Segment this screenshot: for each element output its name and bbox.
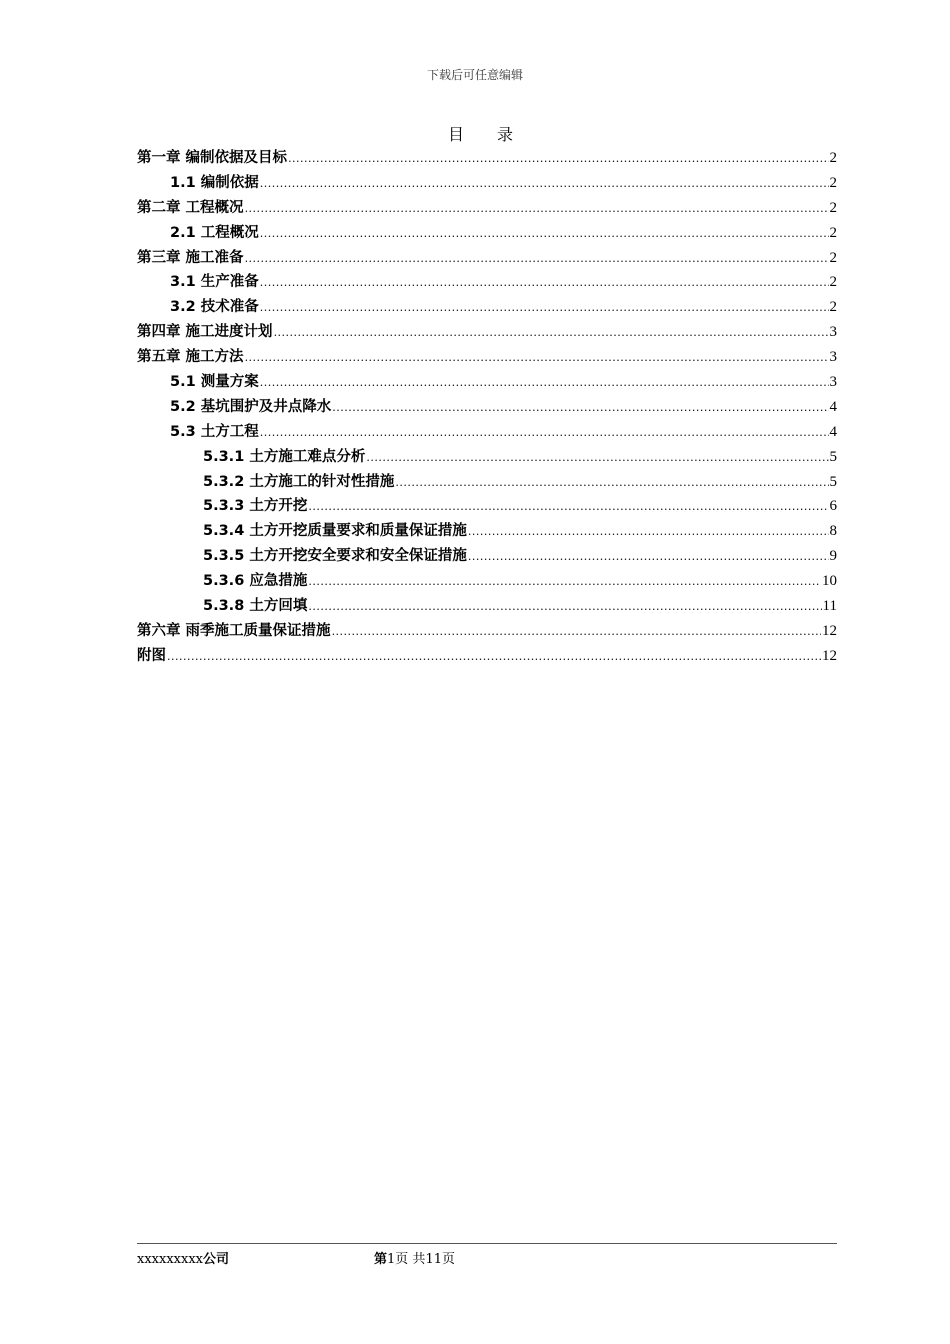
toc-entry[interactable]	[137, 221, 837, 246]
toc-entry-label: 第六章 雨季施工质量保证措施	[137, 622, 331, 639]
toc-entry-label: 5.3.4 土方开挖质量要求和质量保证措施	[203, 523, 467, 540]
toc-entry[interactable]	[137, 569, 837, 594]
toc-entry-label: 5.3 土方工程	[170, 423, 259, 440]
toc-entry-page: 2	[829, 274, 837, 291]
footer-divider	[137, 1243, 837, 1244]
footer-page-prefix: 第	[374, 1252, 388, 1267]
toc-dot-leader	[395, 471, 828, 496]
table-of-contents	[137, 146, 837, 669]
toc-entry[interactable]	[137, 395, 837, 420]
toc-entry-page: 2	[829, 249, 837, 266]
toc-entry-label: 第二章 工程概况	[137, 199, 244, 216]
toc-entry-page: 3	[829, 374, 837, 391]
footer-page-mid: 页 共	[395, 1252, 426, 1267]
toc-entry[interactable]	[137, 370, 837, 395]
toc-dot-leader	[468, 520, 829, 545]
toc-entry-page: 9	[829, 548, 837, 565]
footer-page-current: 1	[387, 1252, 396, 1267]
toc-entry-page: 3	[829, 349, 837, 366]
page-header-note: 下载后可任意编辑	[426, 68, 523, 82]
toc-entry[interactable]	[137, 420, 837, 445]
toc-dot-leader	[332, 620, 821, 645]
toc-dot-leader	[260, 421, 829, 446]
toc-entry-label: 3.1 生产准备	[170, 274, 259, 291]
toc-entry-page: 2	[829, 174, 837, 191]
toc-entry-page: 11	[822, 598, 837, 615]
toc-entry-label: 5.3.1 土方施工难点分析	[203, 448, 366, 465]
toc-dot-leader	[260, 371, 829, 396]
toc-entry-label: 第五章 施工方法	[137, 349, 244, 366]
toc-entry-label: 第一章 编制依据及目标	[137, 150, 288, 166]
toc-dot-leader	[245, 247, 829, 272]
toc-entry[interactable]	[137, 270, 837, 295]
footer-company-placeholder: xxxxxxxxx	[137, 1252, 203, 1267]
toc-entry-label: 3.2 技术准备	[170, 299, 259, 316]
toc-title: 目 录	[447, 125, 528, 144]
toc-entry[interactable]	[137, 644, 837, 669]
toc-entry-page: 2	[829, 199, 837, 216]
toc-entry-page: 2	[829, 299, 837, 316]
toc-dot-leader	[366, 446, 828, 471]
toc-dot-leader	[274, 321, 829, 346]
toc-entry-label: 5.1 测量方案	[170, 374, 259, 391]
toc-dot-leader	[260, 271, 829, 296]
footer-page-number	[374, 1248, 455, 1267]
toc-entry[interactable]	[137, 494, 837, 519]
toc-entry[interactable]	[137, 196, 837, 221]
footer-page-total: 11	[425, 1252, 442, 1267]
toc-entry[interactable]	[137, 146, 837, 171]
toc-entry-label: 5.2 基坑围护及井点降水	[170, 398, 332, 415]
toc-entry[interactable]	[137, 544, 837, 569]
toc-dot-leader	[288, 147, 828, 172]
toc-dot-leader	[468, 545, 829, 570]
toc-entry-page: 3	[829, 324, 837, 341]
toc-entry-label: 5.3.5 土方开挖安全要求和安全保证措施	[203, 548, 467, 565]
toc-entry[interactable]	[137, 320, 837, 345]
toc-dot-leader	[332, 396, 828, 421]
toc-entry[interactable]	[137, 445, 837, 470]
toc-entry-label: 5.3.3 土方开挖	[203, 498, 308, 515]
toc-entry[interactable]	[137, 519, 837, 544]
toc-entry[interactable]	[137, 619, 837, 644]
toc-entry-label: 2.1 工程概况	[170, 224, 259, 241]
toc-entry-label: 1.1 编制依据	[170, 174, 259, 191]
toc-entry-page: 5	[829, 473, 837, 490]
toc-entry-label: 5.3.8 土方回填	[203, 598, 308, 615]
toc-entry-label: 5.3.6 应急措施	[203, 573, 308, 590]
toc-entry-page: 2	[829, 224, 837, 241]
toc-entry[interactable]	[137, 594, 837, 619]
toc-entry-label: 第三章 施工准备	[137, 249, 244, 266]
toc-dot-leader	[308, 570, 821, 595]
toc-entry[interactable]	[137, 470, 837, 495]
toc-dot-leader	[308, 495, 828, 520]
footer-company-suffix: 公司	[202, 1252, 229, 1267]
toc-entry[interactable]	[137, 171, 837, 196]
footer-page-suffix: 页	[441, 1252, 455, 1267]
toc-entry[interactable]	[137, 295, 837, 320]
toc-entry-page: 5	[829, 448, 837, 465]
toc-dot-leader	[260, 172, 829, 197]
toc-entry-page: 12	[822, 622, 837, 639]
toc-entry-page: 6	[829, 498, 837, 515]
toc-entry-page: 4	[829, 423, 837, 440]
toc-entry-page: 2	[829, 150, 837, 166]
toc-entry-label: 5.3.2 土方施工的针对性措施	[203, 473, 395, 490]
toc-entry[interactable]	[137, 246, 837, 271]
toc-dot-leader	[260, 222, 829, 247]
toc-entry-page: 12	[822, 647, 837, 664]
toc-dot-leader	[245, 197, 829, 222]
footer-company	[137, 1248, 229, 1267]
toc-dot-leader	[260, 296, 829, 321]
toc-entry[interactable]	[137, 345, 837, 370]
toc-entry-page: 4	[829, 398, 837, 415]
toc-entry-label: 附图	[137, 647, 166, 664]
toc-dot-leader	[245, 346, 829, 371]
toc-entry-label: 第四章 施工进度计划	[137, 324, 273, 341]
toc-entry-page: 10	[822, 573, 837, 590]
toc-dot-leader	[308, 595, 821, 620]
toc-entry-page: 8	[829, 523, 837, 540]
toc-dot-leader	[167, 645, 821, 670]
